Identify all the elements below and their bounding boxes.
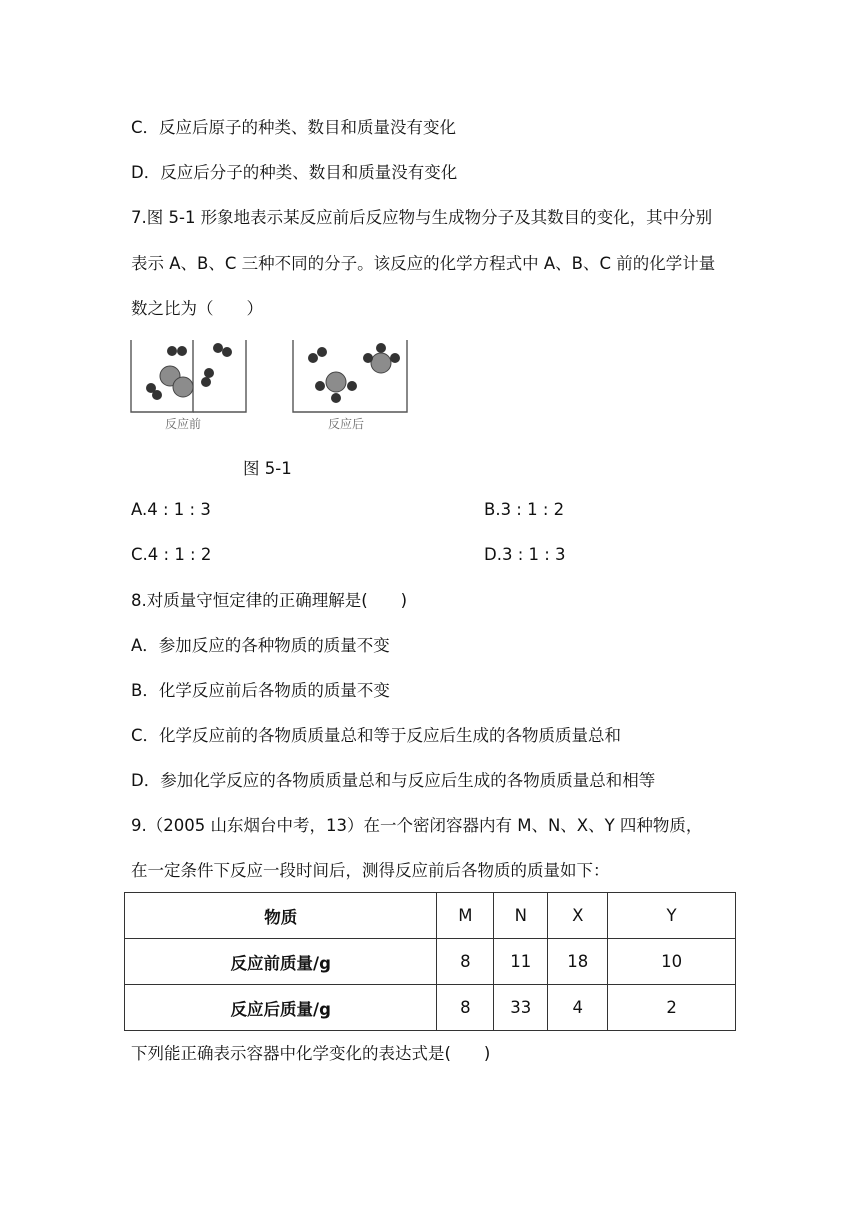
q8-option-c: C．化学反应前的各物质质量总和等于反应后生成的各物质质量总和 [131, 726, 622, 745]
q8-option-a: A．参加反应的各种物质的质量不变 [131, 636, 390, 655]
figure-caption: 图 5-1 [243, 459, 292, 478]
before-box [131, 340, 246, 412]
q8-option-b: B．化学反应前后各物质的质量不变 [131, 681, 390, 700]
q7-stem-line-1: 7.图 5-1 形象地表示某反应前后反应物与生成物分子及其数目的变化，其中分别 [131, 208, 713, 227]
q7-option-c: C.4 : 1 : 2 [131, 545, 212, 564]
table-header-cell: X [548, 893, 608, 939]
table-cell: 18 [548, 939, 608, 985]
after-label: 反应后 [328, 417, 365, 431]
table-cell: 10 [608, 939, 736, 985]
table-cell: 33 [494, 985, 548, 1031]
q9-stem-line-2: 在一定条件下反应一段时间后，测得反应前后各物质的质量如下： [131, 861, 610, 880]
table-cell: 11 [494, 939, 548, 985]
q6-option-d: D．反应后分子的种类、数目和质量没有变化 [131, 163, 458, 182]
table-header-cell: M [437, 893, 494, 939]
table-row-label: 反应后质量/g [125, 985, 437, 1031]
after-box [293, 340, 407, 412]
q7-stem-line-2: 表示 A、B、C 三种不同的分子。该反应的化学方程式中 A、B、C 前的化学计量 [131, 254, 716, 273]
table-cell: 2 [608, 985, 736, 1031]
table-row [125, 985, 736, 1031]
q9-question-line: 下列能正确表示容器中化学变化的表达式是( ) [131, 1044, 491, 1063]
q6-option-c: C．反应后原子的种类、数目和质量没有变化 [131, 118, 457, 137]
q8-option-d: D．参加化学反应的各物质质量总和与反应后生成的各物质质量总和相等 [131, 771, 656, 790]
q7-option-d: D.3 : 1 : 3 [484, 545, 566, 564]
table-row-label: 反应前质量/g [125, 939, 437, 985]
table-header-cell: N [494, 893, 548, 939]
table-cell: 8 [437, 985, 494, 1031]
table-header-cell: 物质 [125, 893, 437, 939]
before-label: 反应前 [165, 417, 202, 431]
q9-stem-line-1: 9.（2005 山东烟台中考，13）在一个密闭容器内有 M、N、X、Y 四种物质， [131, 816, 703, 835]
q7-stem-line-3: 数之比为（ ） [131, 299, 263, 318]
table-header-row [125, 893, 736, 939]
reaction-figure [130, 340, 420, 440]
mass-table [124, 892, 736, 1031]
q7-option-b: B.3 : 1 : 2 [484, 500, 565, 519]
q7-option-a: A.4 : 1 : 3 [131, 500, 211, 519]
table-header-cell: Y [608, 893, 736, 939]
table-cell: 8 [437, 939, 494, 985]
table-row [125, 939, 736, 985]
q8-stem: 8.对质量守恒定律的正确理解是( ) [131, 591, 408, 610]
table-cell: 4 [548, 985, 608, 1031]
